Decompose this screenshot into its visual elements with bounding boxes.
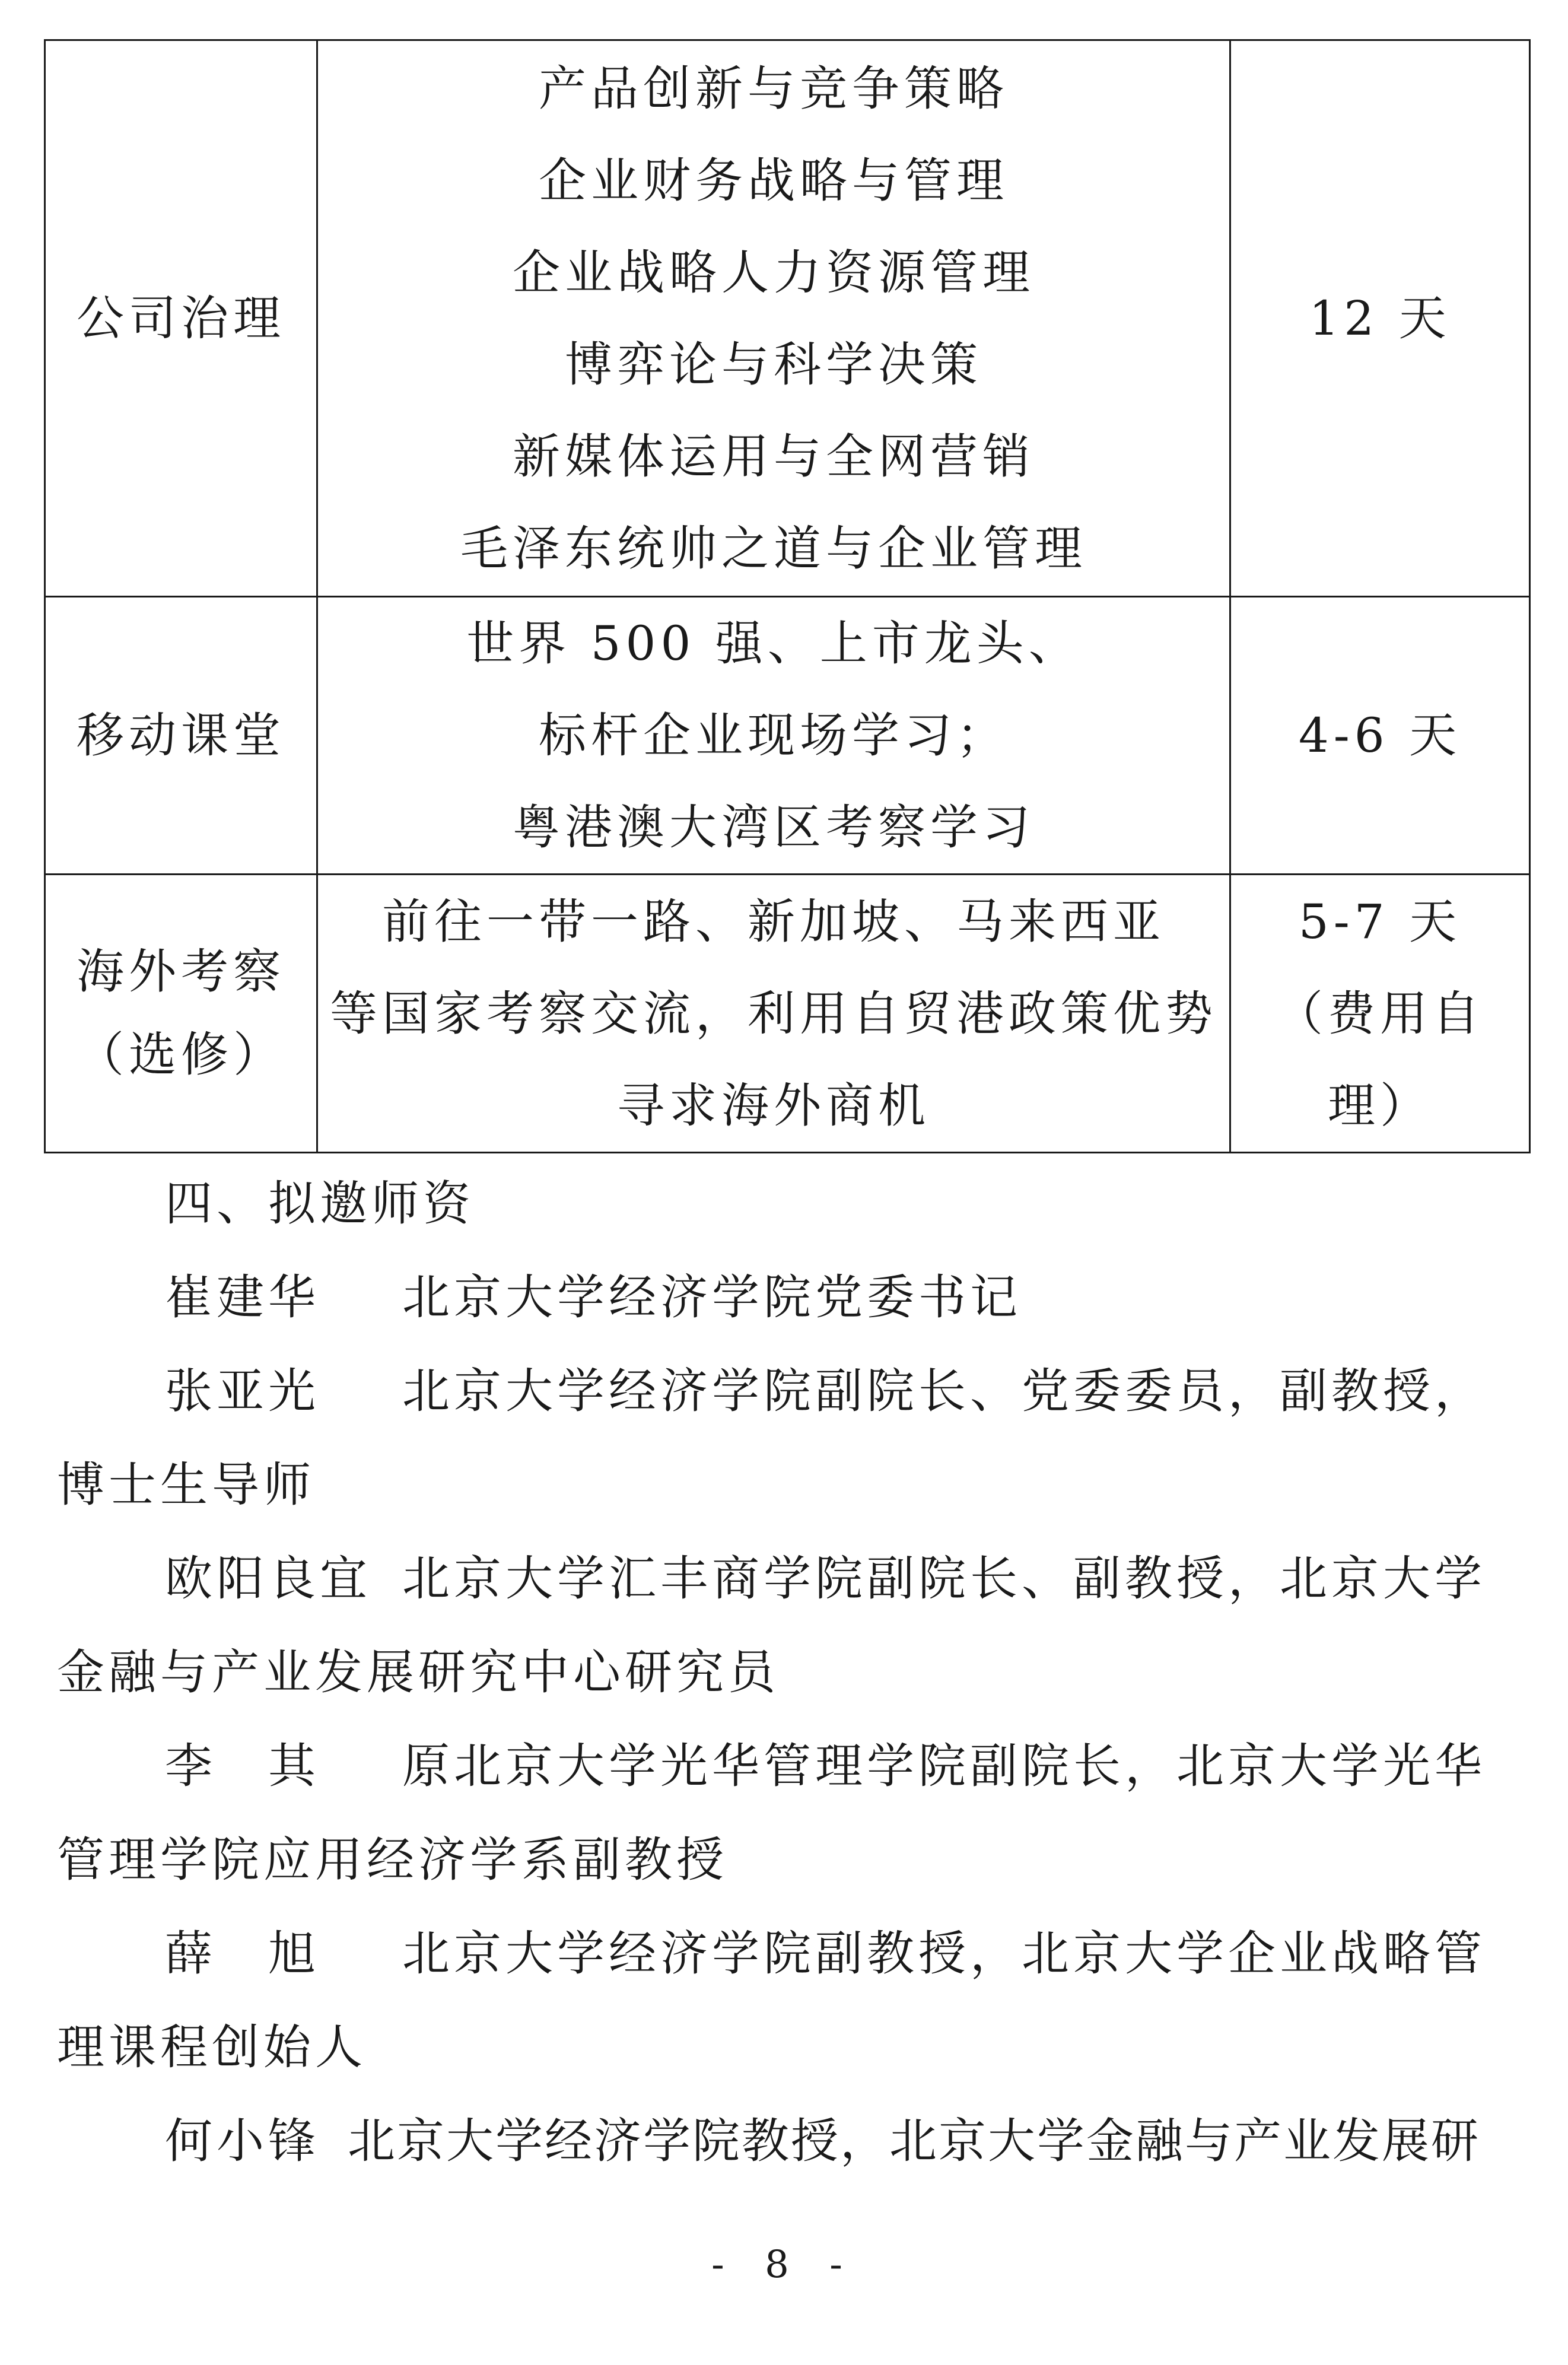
course-item: 企业战略人力资源管理 [513, 244, 1035, 300]
course-table [44, 39, 1531, 1153]
faculty-name: 何小锋 [165, 2113, 320, 2169]
faculty-title-continued: 金融与产业发展研究中心研究员 [57, 1645, 780, 1700]
category-note: （选修） [77, 1027, 285, 1082]
category-cell [45, 875, 317, 1153]
course-item: 产品创新与竞争策略 [539, 61, 1009, 116]
course-item: 粤港澳大湾区考察学习 [513, 800, 1035, 855]
faculty-name: 张亚光 [165, 1363, 320, 1419]
course-item: 寻求海外商机 [617, 1077, 930, 1133]
category-cell [45, 40, 317, 597]
duration-text: 4-6 天 [1298, 708, 1462, 763]
faculty-title: 北京大学经济学院副教授，北京大学企业战略管 [402, 1926, 1486, 1981]
duration-cell [1230, 875, 1530, 1153]
page-number: - 8 - [711, 2243, 857, 2287]
course-item: 标杆企业现场学习； [539, 708, 1009, 763]
content-cell [317, 597, 1230, 875]
faculty-name: 崔建华 [165, 1270, 320, 1325]
faculty-title: 北京大学经济学院党委书记 [402, 1270, 1022, 1325]
faculty-title-continued: 博士生导师 [57, 1457, 315, 1512]
category-text: 海外考察 [77, 944, 285, 999]
faculty-name: 欧阳良宜 [165, 1551, 371, 1606]
course-item: 企业财务战略与管理 [539, 152, 1009, 208]
duration-note: （费用自 [1276, 986, 1484, 1041]
category-text: 移动课堂 [77, 708, 285, 763]
course-item: 博弈论与科学决策 [565, 336, 982, 392]
faculty-title-continued: 理课程创始人 [57, 2020, 367, 2075]
faculty-title: 北京大学经济学院副院长、党委委员，副教授， [402, 1363, 1486, 1419]
content-cell [317, 40, 1230, 597]
course-item: 世界 500 强、上市龙头、 [466, 616, 1081, 671]
course-item: 前往一带一路、新加坡、马来西亚 [382, 894, 1165, 949]
table-row [45, 597, 1530, 875]
content-cell [317, 875, 1230, 1153]
duration-cell [1230, 40, 1530, 597]
course-item: 毛泽东统帅之道与企业管理 [460, 520, 1087, 576]
faculty-entry-continuation [57, 2001, 1522, 2094]
faculty-entry-continuation [57, 1813, 1522, 1907]
course-item: 等国家考察交流，利用自贸港政策优势 [330, 986, 1217, 1041]
faculty-entry-continuation [57, 1626, 1522, 1719]
faculty-title: 北京大学汇丰商学院副院长、副教授，北京大学 [402, 1551, 1486, 1606]
table-row [45, 875, 1530, 1153]
category-text: 公司治理 [77, 291, 285, 346]
faculty-title-continued: 管理学院应用经济学系副教授 [57, 1832, 728, 1887]
faculty-entry-continuation [57, 1438, 1522, 1532]
course-item: 新媒体运用与全网营销 [513, 428, 1035, 484]
faculty-title: 北京大学经济学院教授，北京大学金融与产业发展研 [348, 2113, 1480, 2169]
duration-text: 5-7 天 [1298, 894, 1462, 949]
duration-text: 12 天 [1309, 291, 1451, 346]
faculty-title: 原北京大学光华管理学院副院长，北京大学光华 [402, 1738, 1486, 1794]
faculty-name: 薛 旭 [165, 1926, 320, 1981]
faculty-name: 李 其 [165, 1738, 320, 1794]
table-row [45, 40, 1530, 597]
category-cell [45, 597, 317, 875]
duration-cell [1230, 597, 1530, 875]
duration-note: 理） [1328, 1077, 1432, 1133]
section-heading-text: 四、拟邀师资 [165, 1176, 475, 1231]
